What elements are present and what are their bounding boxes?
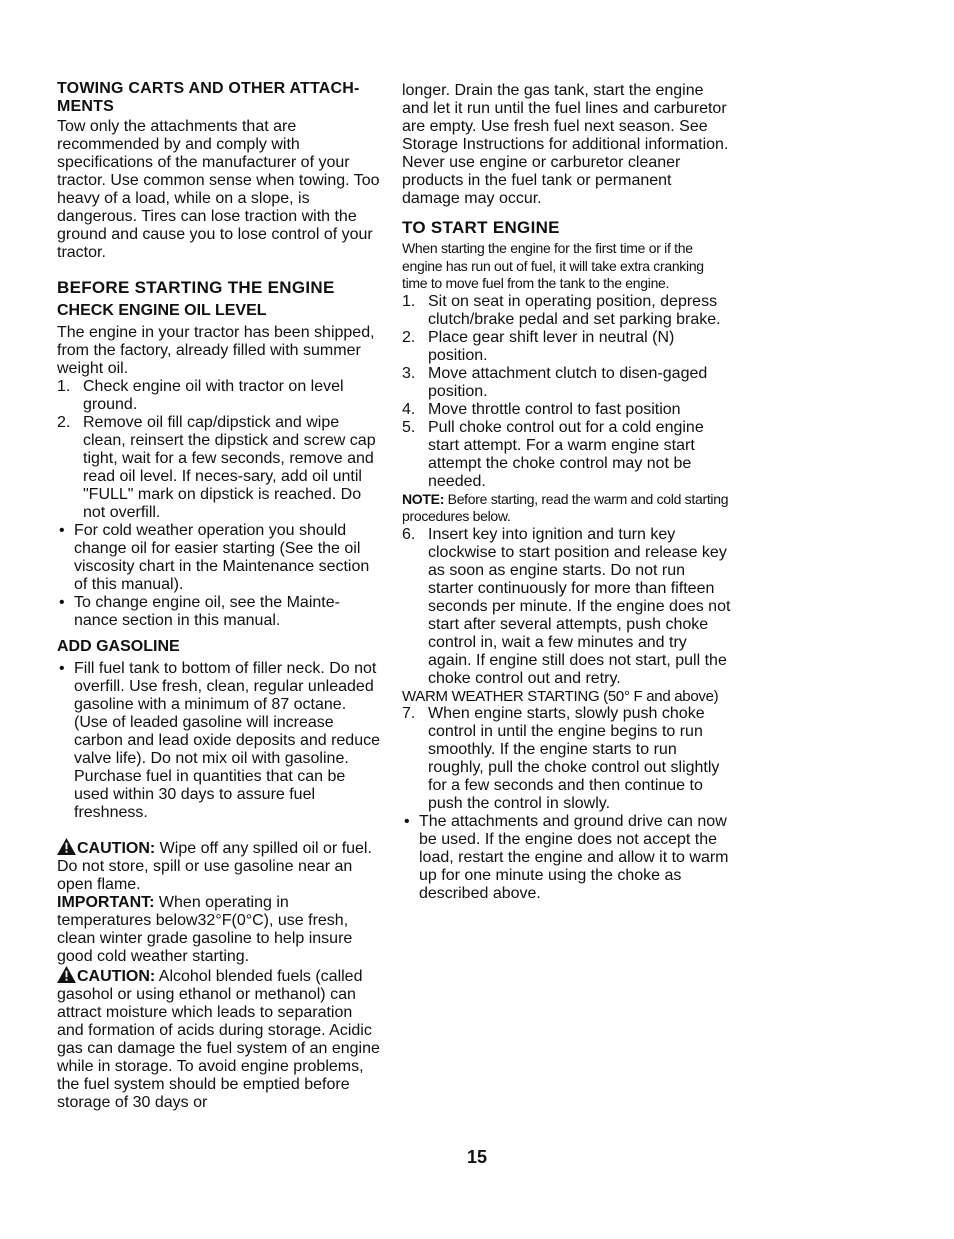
caution-alcohol-fuels [57,966,382,1112]
step-text: Place gear shift lever in neutral (N) position. [428,328,675,364]
step-number: 6. [402,525,416,543]
caution-fuel-spill [57,838,382,894]
step-text: Move throttle control to fast position [428,400,681,418]
before-starting-heading: BEFORE STARTING THE ENGINE [57,278,335,297]
oil-steps-list [57,378,382,522]
important-note [57,894,382,966]
step-number: 2. [402,328,416,346]
caution-label: CAUTION: [77,968,156,985]
final-bullets-list [402,813,732,903]
warning-triangle-icon [57,838,76,855]
step-number: 3. [402,364,416,382]
list-item [57,594,382,630]
step-number: 2. [57,414,71,431]
check-oil-heading: CHECK ENGINE OIL LEVEL [57,302,267,319]
step-number: 5. [402,418,416,436]
list-item [57,378,382,414]
to-start-engine-heading: TO START ENGINE [402,218,560,237]
note-text: Before starting, read the warm and cold starting procedures below. [402,490,729,524]
note [402,491,732,526]
list-item [402,813,732,903]
step-text: Insert key into ignition and turn key clockwise to start position and release key as soon as engine starts. Do not run starter continuously for more than fifteen seconds per minute. If the engine does not start after several attempts, push choke control in, wait a few minutes and try again. If engine still does not start, pull the choke control out and retry. [428,525,731,687]
list-item [57,522,382,594]
towing-text: Tow only the attachments that are recommended by and comply with specifications of the manufacturer of your tractor. Use common sense when towing. Too heavy of a load, while on a slope, is dangerous. Tires can lose traction with the ground and cause you to lose control of your tractor. [57,118,380,261]
bullet: • [59,660,65,677]
step-text: When engine starts, slowly push choke control in until the engine begins to run smoothly. If the engine starts to run roughly, pull the choke control out slightly for a few seconds and then continue to push the control in slowly. [428,705,720,812]
add-gasoline-heading: ADD GASOLINE [57,638,180,655]
oil-bullets-list [57,522,382,630]
bullet-text: For cold weather operation you should change oil for easier starting (See the oil viscosity chart in the Maintenance section of this manual). [74,522,370,593]
step-number: 7. [402,705,416,722]
list-item [402,329,732,365]
step-text: Pull choke control out for a cold engine start attempt. For a warm engine start attempt the choke control may not be needed. [428,418,704,490]
list-item [402,293,732,329]
bullet-text: Fill fuel tank to bottom of filler neck. Do not overfill. Use fresh, clean, regular unleaded gasoline with a minimum of 87 octane. (Use of leaded gasoline will increase carbon and lead oxide deposits and reduce valve life). Do not mix oil with gasoline. Purchase fuel in quantities that can be used within 30 days to assure fuel freshness. [74,660,380,821]
continued-text: longer. Drain the gas tank, start the engine and let it run until the fuel lines and carburetor are empty. Use fresh fuel next season. See Storage Instructions for additional information. Never use engine or carburetor cleaner products in the fuel tank or permanent damage may occur. [402,82,729,207]
left-column [57,80,382,1112]
bullet-text: To change engine oil, see the Mainte-nance section in this manual. [74,594,340,629]
list-item [57,660,382,822]
step-text: Move attachment clutch to disen-gaged position. [428,364,708,400]
bullet-text: The attachments and ground drive can now be used. If the engine does not accept the load, restart the engine and allow it to warm up for one minute using the choke as described above. [419,813,729,902]
step-seven-list [402,705,732,813]
bullet: • [59,522,65,539]
list-item [402,419,732,491]
oil-intro: The engine in your tractor has been shipped, from the factory, already filled with summer weight oil. [57,324,375,377]
warm-weather-heading: WARM WEATHER STARTING (50° F and above) [402,687,719,705]
list-item [402,526,732,688]
note-label: NOTE: [402,490,445,507]
step-number: 1. [57,378,71,395]
right-column [402,82,732,903]
caution-label: CAUTION: [77,840,156,857]
towing-heading: TOWING CARTS AND OTHER ATTACH-MENTS [57,80,360,115]
step-number: 1. [402,292,416,310]
list-item [402,705,732,813]
step-six-list [402,526,732,688]
list-item [57,414,382,522]
caution-text: Wipe off any spilled oil or fuel. Do not store, spill or use gasoline near an open flame. [57,840,372,893]
step-text: Remove oil fill cap/dipstick and wipe clean, reinsert the dipstick and screw cap tight, wait for a few seconds, remove and read oil level. If neces-sary, add oil until "FULL" mark on dipstick is reached. Do not overfill. [83,414,376,521]
important-label: IMPORTANT: [57,894,155,911]
page-number: 15 [466,1147,488,1167]
list-item [402,365,732,401]
gas-bullets-list [57,660,382,822]
start-steps-list [402,293,732,491]
start-intro: When starting the engine for the first time or if the engine has run out of fuel, it will take extra cranking time to move fuel from the tank to the engine. [402,240,704,291]
step-number: 4. [402,400,416,418]
list-item [402,401,732,419]
step-text: Sit on seat in operating position, depress clutch/brake pedal and set parking brake. [428,292,721,328]
bullet: • [59,594,65,611]
step-text: Check engine oil with tractor on level ground. [83,378,344,413]
caution-text: Alcohol blended fuels (called gasohol or using ethanol or methanol) can attract moisture which leads to separation and formation of acids during storage. Acidic gas can damage the fuel system of an engine while in storage. To avoid engine problems, the fuel system should be emptied before storage of 30 days or [57,968,380,1111]
bullet: • [404,813,410,830]
warning-triangle-icon [57,966,76,983]
important-text: When operating in temperatures below32°F(0°C), use fresh, clean winter grade gasoline to help insure good cold weather starting. [57,894,353,965]
